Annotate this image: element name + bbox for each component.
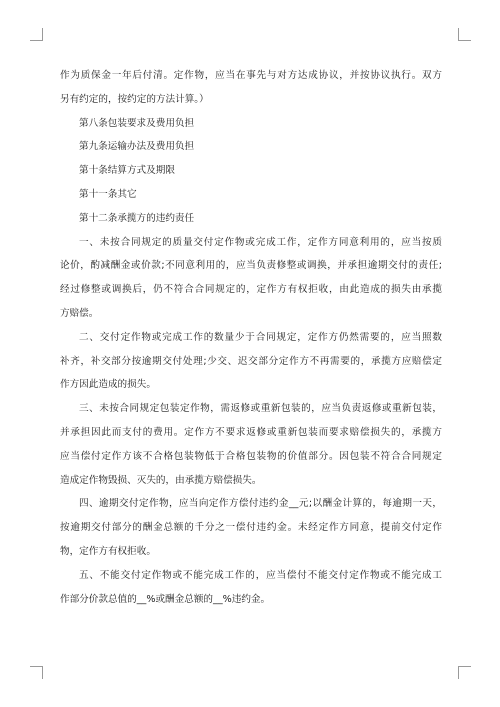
paragraph-line: 经过修整或调换后，仍不符合合同规定的，定作方有权拒收，由此造成的损失由承揽 — [60, 284, 442, 296]
crop-mark-top-right — [458, 28, 471, 41]
paragraph-line: 作部分价款总值的__%或酬金总额的__%违约金。 — [60, 593, 271, 605]
clause-5-paragraph — [60, 564, 442, 612]
intro-paragraph — [60, 64, 442, 112]
article-11-heading — [60, 183, 442, 207]
clause-4-paragraph — [60, 492, 442, 563]
paragraph-line: 四、逾期交付定作物，应当向定作方偿付违约金__元;以酬金计算的，每逾期一天， — [79, 498, 442, 510]
article-8-heading — [60, 112, 442, 136]
article-10-heading — [60, 159, 442, 183]
article-12-heading — [60, 207, 442, 231]
paragraph-line: 并承担因此而支付的费用。定作方不要求返修或重新包装而要求赔偿损失的，承揽方 — [60, 426, 442, 438]
paragraph-line: 补齐，补交部分按逾期交付处理;少交、迟交部分定作方不再需要的，承揽方应赔偿定 — [60, 355, 442, 367]
paragraph-line: 造成定作物毁损、灭失的，由承揽方赔偿损失。 — [60, 474, 262, 486]
clause-3-paragraph — [60, 397, 442, 492]
paragraph-line: 作方因此造成的损失。 — [60, 379, 156, 391]
heading-text: 第十条结算方式及期限 — [79, 165, 175, 177]
paragraph-line: 二、交付定作物或完成工作的数量少于合同规定，定作方仍然需要的，应当照数 — [79, 331, 442, 343]
clause-2-paragraph — [60, 326, 442, 397]
crop-mark-bottom-left — [30, 666, 43, 679]
paragraph-line: 五、不能交付定作物或不能完成工作的，应当偿付不能交付定作物或不能完成工 — [79, 569, 442, 581]
paragraph-line: 三、未按合同规定包装定作物，需返修或重新包装的，应当负责返修或重新包装， — [79, 403, 442, 415]
clause-1-paragraph — [60, 231, 442, 326]
crop-mark-top-left — [30, 28, 43, 41]
paragraph-line: 应当偿付定作方该不合格包装物低于合格包装物的价值部分。因包装不符合合同规定 — [60, 450, 442, 462]
heading-text: 第九条运输办法及费用负担 — [79, 141, 195, 153]
paragraph-line: 一、未按合同规定的质量交付定作物或完成工作，定作方同意利用的，应当按质 — [79, 236, 442, 248]
paragraph-line: 方赔偿。 — [60, 307, 99, 319]
paragraph-line: 按逾期交付部分的酬金总额的千分之一偿付违约金。未经定作方同意，提前交付定作 — [60, 522, 442, 534]
crop-mark-bottom-right — [458, 666, 471, 679]
paragraph-line: 物，定作方有权拒收。 — [60, 545, 156, 557]
paragraph-line: 论价，酌减酬金或价款;不同意利用的，应当负责修整或调换，并承担逾期交付的责任; — [60, 260, 442, 272]
heading-text: 第八条包装要求及费用负担 — [79, 117, 195, 129]
paragraph-line: 作为质保金一年后付清。定作物，应当在事先与对方达成协议，并按协议执行。双方 — [60, 70, 442, 81]
heading-text: 第十一条其它 — [79, 188, 137, 200]
document-body — [60, 64, 442, 611]
article-9-heading — [60, 135, 442, 159]
heading-text: 第十二条承揽方的违约责任 — [79, 212, 195, 224]
paragraph-line: 另有约定的，按约定的方法计算。） — [60, 93, 209, 105]
